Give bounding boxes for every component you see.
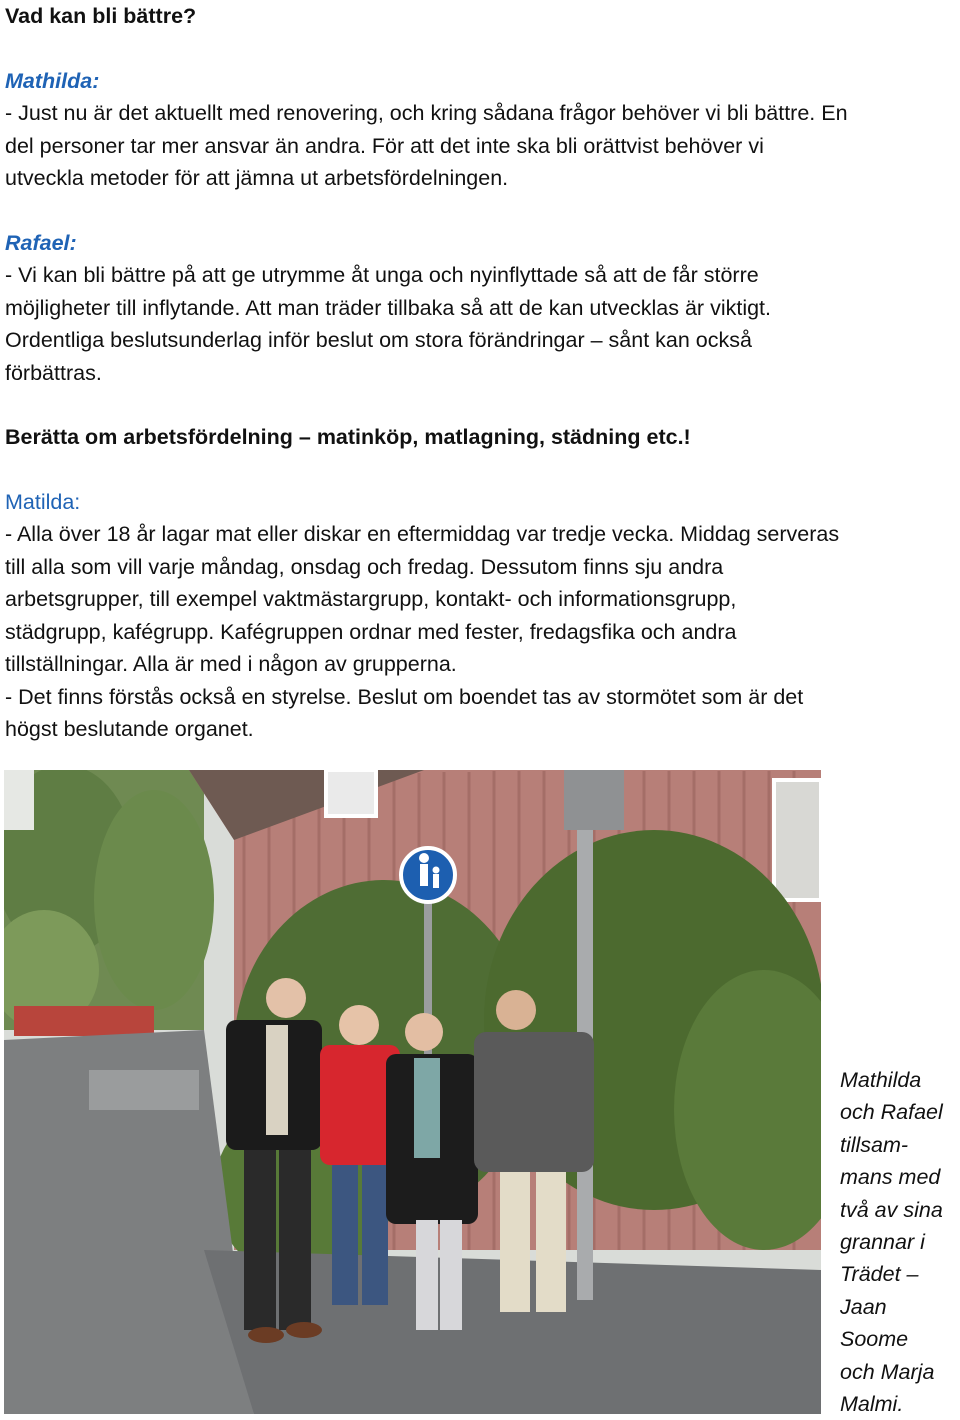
paragraph-line: Ordentliga beslutsunderlag inför beslut om stora förändringar – sånt kan också [5, 328, 752, 352]
caption-line: och Rafael [840, 1100, 943, 1125]
paragraph-line: - Alla över 18 år lagar mat eller diskar en eftermiddag var tredje vecka. Middag serveras [5, 522, 840, 546]
paragraph-line: till alla som vill varje måndag, onsdag och fredag. Dessutom finns sju andra [5, 554, 724, 579]
paragraph-line: städgrupp, kafégrupp. Kafégruppen ordnar med fester, fredagsfika och andra [5, 619, 737, 644]
caption-line: Mathilda [840, 1068, 922, 1092]
section-heading-improvements: Vad kan bli bättre? [5, 4, 197, 28]
caption-line: och Marja [840, 1359, 935, 1384]
paragraph-line: - Det finns förstås också en styrelse. Beslut om boendet tas av stormötet som är det [5, 684, 804, 709]
speaker-label-matilda: Matilda: [5, 489, 81, 514]
pedestrian-sign-icon [401, 848, 455, 902]
paragraph-line: tillställningar. Alla är med i någon av grupperna. [5, 652, 457, 676]
speaker-label-rafael: Rafael: [5, 230, 77, 255]
paragraph-line: utveckla metoder för att jämna ut arbetsfördelningen. [5, 166, 509, 190]
paragraph-line: högst beslutande organet. [5, 717, 254, 741]
article-body [5, 0, 955, 746]
photo-caption [840, 1064, 960, 1420]
group-photo [4, 770, 821, 1414]
caption-line: mans med [840, 1165, 941, 1190]
caption-line: grannar i [840, 1230, 925, 1255]
paragraph-line: - Vi kan bli bättre på att ge utrymme åt unga och nyinflyttade så att de får större [5, 263, 759, 287]
paragraph-line: - Just nu är det aktuellt med renovering, och kring sådana frågor behöver vi bli bättre. En [5, 101, 848, 125]
section-heading-work-division: Berätta om arbetsfördelning – matinköp, matlagning, städning etc.! [5, 425, 691, 449]
paragraph-line: arbetsgrupper, till exempel vaktmästargrupp, kontakt- och informationsgrupp, [5, 587, 737, 611]
caption-line: tillsam- [840, 1132, 909, 1157]
caption-line: Jaan [840, 1294, 887, 1319]
caption-line: Soome [840, 1327, 909, 1352]
caption-line: Trädet – [840, 1262, 919, 1287]
paragraph-line: möjligheter till inflytande. Att man träder tillbaka så att de kan utvecklas är viktigt. [5, 295, 772, 320]
caption-line: Malmi. [840, 1392, 904, 1417]
paragraph-line: förbättras. [5, 360, 102, 385]
paragraph-line: del personer tar mer ansvar än andra. För att det inte ska bli orättvist behöver vi [5, 133, 764, 158]
caption-line: två av sina [840, 1197, 943, 1222]
speaker-label-mathilda: Mathilda: [5, 68, 100, 93]
